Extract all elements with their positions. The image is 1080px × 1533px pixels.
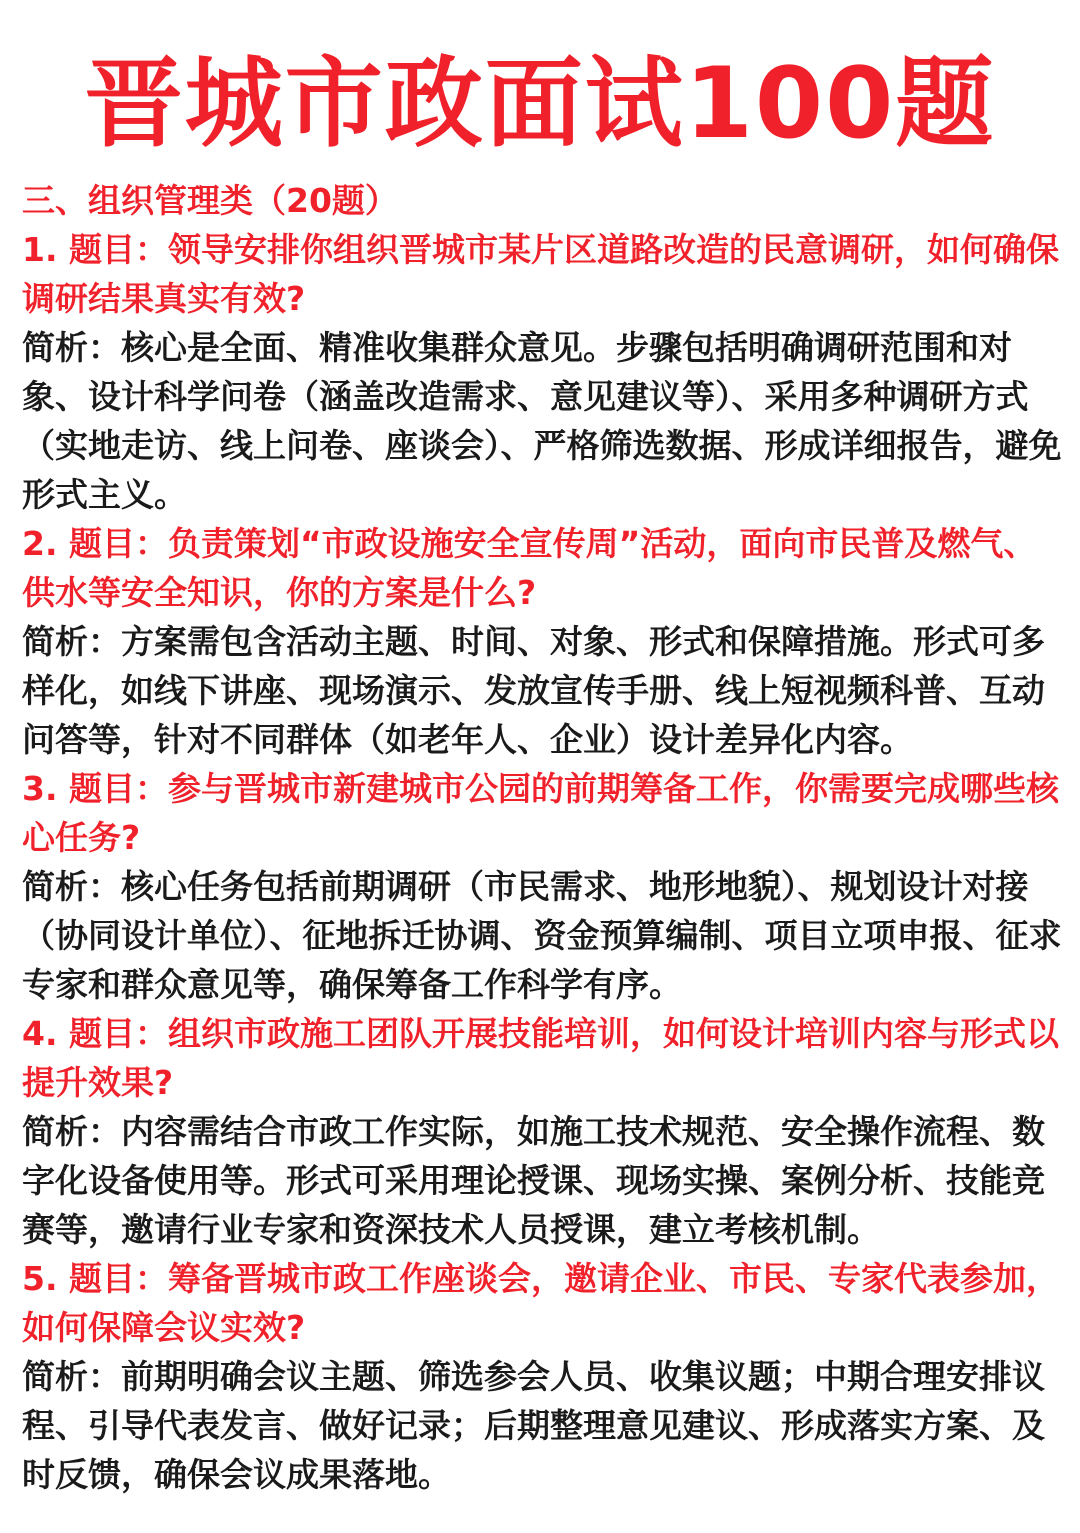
analysis-4: 简析：内容需结合市政工作实际，如施工技术规范、安全操作流程、数字化设备使用等。形式可采用理论授课、现场实操、案例分析、技能竞赛等，邀请行业专家和资深技术人员授课，建立考核机制。 <box>22 1112 1045 1249</box>
analysis-1: 简析：核心是全面、精准收集群众意见。步骤包括明确调研范围和对象、设计科学问卷（涵盖改造需求、意见建议等）、采用多种调研方式（实地走访、线上问卷、座谈会）、严格筛选数据、形成详细报告，避免形式主义。 <box>22 328 1062 514</box>
question-1: 1. 题目：领导安排你组织晋城市某片区道路改造的民意调研，如何确保调研结果真实有效? <box>22 230 1059 318</box>
document-body <box>22 176 1062 1499</box>
page-title: 晋城市政面试100题 <box>84 47 996 161</box>
analysis-5: 简析：前期明确会议主题、筛选参会人员、收集议题；中期合理安排议程、引导代表发言、做好记录；后期整理意见建议、形成落实方案、及时反馈，确保会议成果落地。 <box>22 1357 1045 1494</box>
question-4: 4. 题目：组织市政施工团队开展技能培训，如何设计培训内容与形式以提升效果? <box>22 1014 1059 1102</box>
analysis-3: 简析：核心任务包括前期调研（市民需求、地形地貌）、规划设计对接（协同设计单位）、征地拆迁协调、资金预算编制、项目立项申报、征求专家和群众意见等，确保筹备工作科学有序。 <box>22 867 1062 1004</box>
section-heading: 三、组织管理类（20题） <box>22 181 398 220</box>
question-5: 5. 题目：筹备晋城市政工作座谈会，邀请企业、市民、专家代表参加，如何保障会议实效? <box>22 1259 1059 1347</box>
question-3: 3. 题目：参与晋城市新建城市公园的前期筹备工作，你需要完成哪些核心任务? <box>22 769 1059 857</box>
analysis-2: 简析：方案需包含活动主题、时间、对象、形式和保障措施。形式可多样化，如线下讲座、现场演示、发放宣传手册、线上短视频科普、互动问答等，针对不同群体（如老年人、企业）设计差异化内容。 <box>22 622 1045 759</box>
question-2: 2. 题目：负责策划“市政设施安全宣传周”活动，面向市民普及燃气、供水等安全知识，你的方案是什么? <box>22 524 1037 612</box>
